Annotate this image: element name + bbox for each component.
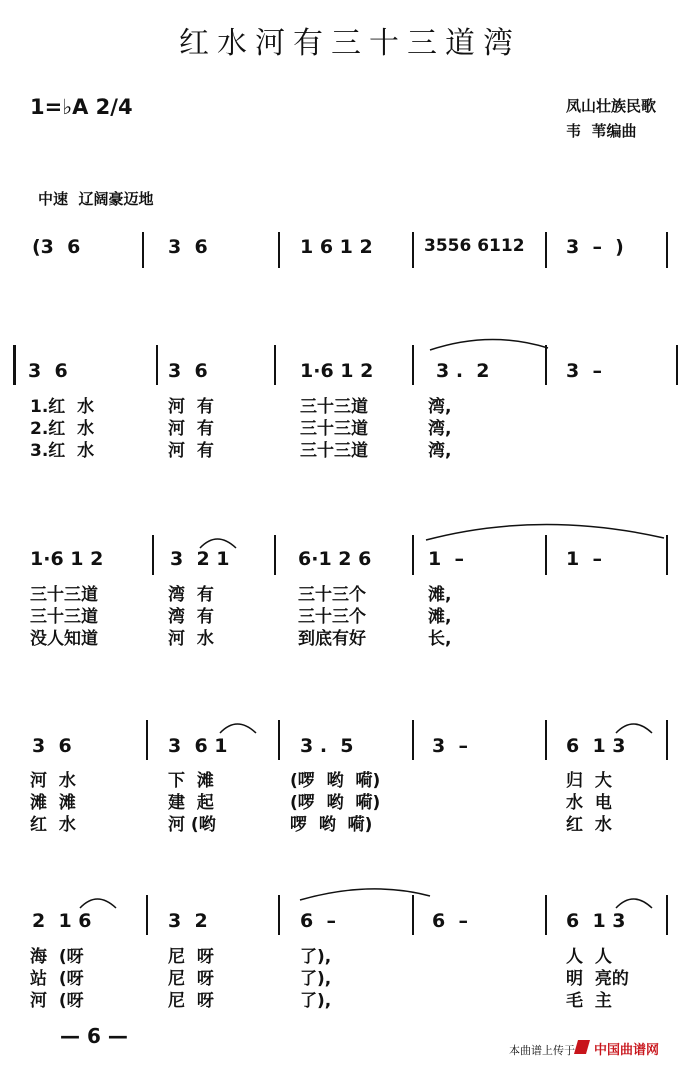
measure-notes: 2 1 6	[32, 910, 92, 932]
intro-measure: 3556 6112	[424, 236, 525, 256]
lyric: 三十三道	[30, 585, 98, 605]
measure-notes: 3 2 1	[170, 548, 230, 570]
lyric: 滩 滩	[30, 793, 76, 813]
measure-notes: 6 1 3	[566, 735, 626, 757]
lyric: 三十三道	[300, 397, 368, 417]
intro-measure: (3 6	[32, 236, 81, 258]
intro-measure: 3 6	[168, 236, 208, 258]
lyric: 湾 有	[168, 585, 214, 605]
measure-notes: 3 6	[28, 360, 68, 382]
lyric: 到底有好	[298, 629, 366, 649]
lyric: 1.红 水	[30, 397, 95, 417]
lyric: (啰 哟 嗬)	[290, 771, 381, 791]
lyric: 湾 有	[168, 607, 214, 627]
page-number: — 6 —	[60, 1024, 128, 1048]
measure-notes: 3 . 2	[436, 360, 490, 382]
lyric: 滩,	[428, 585, 452, 605]
lyric: 啰 哟 嗬)	[290, 815, 373, 835]
lyric: 人 人	[566, 947, 612, 967]
measure-notes: 3 6 1	[168, 735, 228, 757]
lyric: 毛 主	[566, 991, 612, 1011]
measure-notes: 3 –	[432, 735, 468, 757]
lyric: 海 (呀	[30, 947, 84, 967]
lyric: 归 大	[566, 771, 612, 791]
lyric: 河 有	[168, 419, 214, 439]
lyric: 湾,	[428, 419, 452, 439]
measure-notes: 3 –	[566, 360, 602, 382]
measure-notes: 3 . 5	[300, 735, 354, 757]
lyric: 三十三个	[298, 585, 366, 605]
lyric: 湾,	[428, 397, 452, 417]
tempo-marking: 中速 辽阔豪迈地	[38, 190, 154, 208]
genre-label: 凤山壮族民歌	[566, 97, 657, 115]
lyric: 尼 呀	[168, 991, 214, 1011]
intro-measure: 1 6 1 2	[300, 236, 373, 258]
lyric: (啰 哟 嗬)	[290, 793, 381, 813]
lyric: 下 滩	[168, 771, 214, 791]
measure-notes: 1·6 1 2	[300, 360, 374, 382]
lyric: 三十三道	[300, 419, 368, 439]
lyric: 2.红 水	[30, 419, 95, 439]
lyric: 尼 呀	[168, 969, 214, 989]
lyric: 河 (哟	[168, 815, 216, 835]
key-signature: 1=♭A 2/4	[30, 95, 133, 119]
measure-notes: 1 –	[566, 548, 602, 570]
measure-notes: 6 –	[432, 910, 468, 932]
measure-notes: 6 1 3	[566, 910, 626, 932]
measure-notes: 3 2	[168, 910, 208, 932]
lyric: 了),	[300, 947, 332, 967]
arranger-label: 韦 苇编曲	[566, 122, 637, 140]
lyric: 尼 呀	[168, 947, 214, 967]
lyric: 了),	[300, 991, 332, 1011]
lyric: 明 亮的	[566, 969, 629, 989]
lyric: 河 水	[30, 771, 76, 791]
site-brand-link[interactable]: 中国曲谱网	[594, 1043, 660, 1058]
lyric: 三十三道	[30, 607, 98, 627]
lyric: 红 水	[30, 815, 76, 835]
upload-note: 本曲谱上传于	[509, 1044, 575, 1057]
measure-notes: 6 –	[300, 910, 336, 932]
lyric: 三十三道	[300, 441, 368, 461]
lyric: 红 水	[566, 815, 612, 835]
measure-notes: 6·1 2 6	[298, 548, 372, 570]
lyric: 河 (呀	[30, 991, 84, 1011]
lyric: 湾,	[428, 441, 452, 461]
measure-notes: 3 6	[168, 360, 208, 382]
lyric: 河 有	[168, 397, 214, 417]
lyric: 滩,	[428, 607, 452, 627]
lyric: 建 起	[168, 793, 214, 813]
lyric: 没人知道	[30, 629, 98, 649]
lyric: 河 有	[168, 441, 214, 461]
lyric: 三十三个	[298, 607, 366, 627]
song-title: 红水河有三十三道湾	[179, 26, 521, 61]
lyric: 水 电	[566, 793, 612, 813]
lyric: 了),	[300, 969, 332, 989]
lyric: 长,	[428, 629, 452, 649]
lyric: 河 水	[168, 629, 214, 649]
measure-notes: 1 –	[428, 548, 464, 570]
lyric: 3.红 水	[30, 441, 95, 461]
lyric: 站 (呀	[30, 969, 84, 989]
intro-measure: 3 – )	[566, 236, 624, 258]
measure-notes: 3 6	[32, 735, 72, 757]
measure-notes: 1·6 1 2	[30, 548, 104, 570]
